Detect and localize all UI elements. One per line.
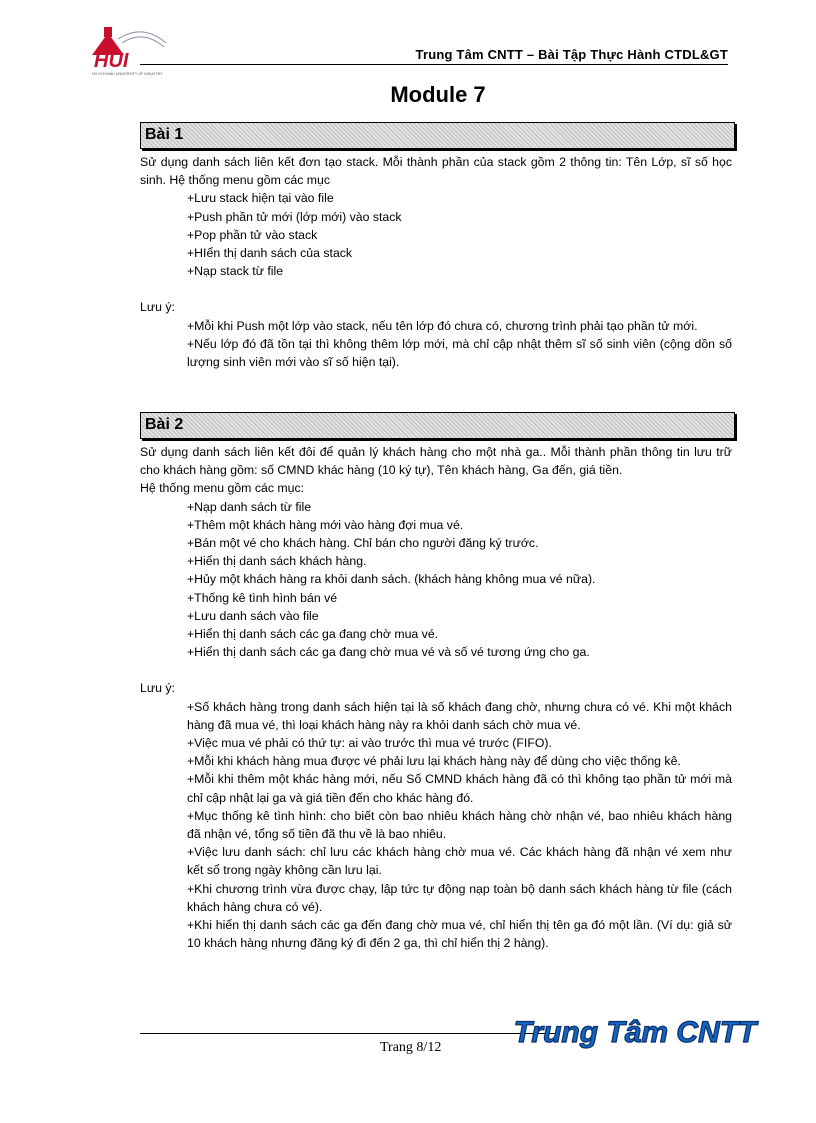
note-item: +Khi hiển thị danh sách các ga đến đang chờ mua vé, chỉ hiển thị tên ga đó một lần. (Ví dụ: giả sử 10 khách hàng nhưng đăng ký đi đến 2 ga, thì chỉ hiển thị 2 hàng). (187, 918, 732, 951)
module-title: Module 7 (390, 82, 486, 107)
note-item: +Mỗi khi thêm một khác hàng mới, nếu Số CMND khách hàng đã có thì không tạo phần tử mới mà chỉ cập nhật lại ga và giá tiền đến cho khác hàng đó. (187, 772, 732, 805)
menu-item: +Hiển thị danh sách khách hàng. (187, 554, 367, 569)
menu-item: +Lưu danh sách vào file (187, 608, 319, 623)
section-heading-label: Bài 1 (145, 126, 184, 143)
header-divider (140, 64, 728, 65)
note-item: +Việc mua vé phải có thứ tự: ai vào trước thì mua vé trước (FIFO). (187, 736, 552, 751)
menu-item: +Nạp danh sách từ file (187, 499, 312, 514)
footer-divider (140, 1033, 560, 1034)
section-body-bai1 (140, 153, 732, 371)
university-logo (88, 25, 170, 77)
note-item: +Số khách hàng trong danh sách hiện tại là số khách đang chờ, nhưng chưa có vé. Khi một khách hàng đã mua vé, thì loại khách hàng này ra khỏi danh sách chờ mua vé. (187, 699, 732, 732)
page-number: Trang 8/12 (380, 1040, 442, 1055)
footer-brand-logo (513, 1012, 757, 1052)
menu-item: +Thêm một khách hàng mới vào hàng đợi mua vé. (187, 517, 464, 532)
menu-item: +Hiển thị danh sách các ga đang chờ mua vé và số vé tương ứng cho ga. (187, 645, 590, 660)
logo-subtext: HO CHI MINH UNIVERSITY OF INDUSTRY (92, 72, 163, 76)
note-item: +Nếu lớp đó đã tồn tại thì không thêm lớp mới, mà chỉ cập nhật thêm sĩ số sinh viên (cộng dồn số lượng sinh viên mới vào sĩ số hiện tại). (187, 336, 732, 370)
menu-item: +Hiển thị danh sách các ga đang chờ mua vé. (187, 627, 439, 642)
menu-intro: Hệ thống menu gồm các mục: (140, 481, 305, 496)
menu-item: +HIển thị danh sách của stack (187, 246, 353, 261)
menu-item: +Nạp stack từ file (187, 264, 284, 279)
note-item: +Mục thống kê tình hình: cho biết còn bao nhiêu khách hàng chờ nhận vé, bao nhiêu khách hàng đã nhận vé, tổng số tiền đã thu về là bao nhiêu. (187, 808, 732, 842)
section-heading-label: Bài 2 (145, 416, 184, 433)
note-label: Lưu ý: (140, 300, 175, 315)
menu-item: +Thống kê tình hình bán vé (187, 590, 338, 605)
menu-list (140, 189, 732, 280)
intro-paragraph: Sử dụng danh sách liên kết đôi để quản lý khách hàng cho một nhà ga.. Mỗi thành phần thông tin lưu trữ cho khách hàng gồm: số CMND khác hàng (10 ký tự), Tên khách hàng, Ga đến, giá tiền. (140, 445, 732, 478)
note-item: +Mỗi khi khách hàng mua được vé phải lưu lại khách hàng này để dùng cho việc thống kê. (187, 754, 681, 769)
menu-item: +Push phần tử mới (lớp mới) vào stack (187, 209, 402, 224)
section-heading-bai1 (140, 122, 735, 149)
notes-list (140, 317, 732, 372)
logo-text: HUI (94, 50, 129, 72)
section-heading-bai2 (140, 412, 735, 439)
section-body-bai2 (140, 443, 732, 952)
header-title: Trung Tâm CNTT – Bài Tập Thực Hành CTDL&GT (415, 47, 728, 62)
menu-item: +Lưu stack hiện tại vào file (187, 191, 334, 206)
menu-item: +Bán một vé cho khách hàng. Chỉ bán cho người đăng ký trước. (187, 536, 539, 551)
footer-brand-text: Trung Tâm CNTT (513, 1016, 757, 1049)
menu-item: +Hủy một khách hàng ra khỏi danh sách. (khách hàng không mua vé nữa). (187, 572, 596, 587)
note-label: Lưu ý: (140, 681, 175, 696)
notes-list (140, 698, 732, 953)
note-item: +Mỗi khi Push một lớp vào stack, nếu tên lớp đó chưa có, chương trình phải tạo phần tử mới. (187, 318, 698, 333)
note-item: +Việc lưu danh sách: chỉ lưu các khách hàng chờ mua vé. Các khách hàng đã nhận vé xem như kết sổ trong ngày không cần lưu lại. (187, 845, 732, 878)
intro-paragraph: Sử dụng danh sách liên kết đơn tạo stack. Mỗi thành phần của stack gồm 2 thông tin: Tên Lớp, sĩ số học sinh. Hệ thống menu gồm các mục (140, 155, 732, 188)
menu-list (140, 498, 732, 662)
note-item: +Khi chương trình vừa được chạy, lập tức tự động nạp toàn bộ danh sách khách hàng từ file (cách khách hàng chưa có vé). (187, 881, 732, 914)
menu-item: +Pop phần tử vào stack (187, 227, 318, 242)
